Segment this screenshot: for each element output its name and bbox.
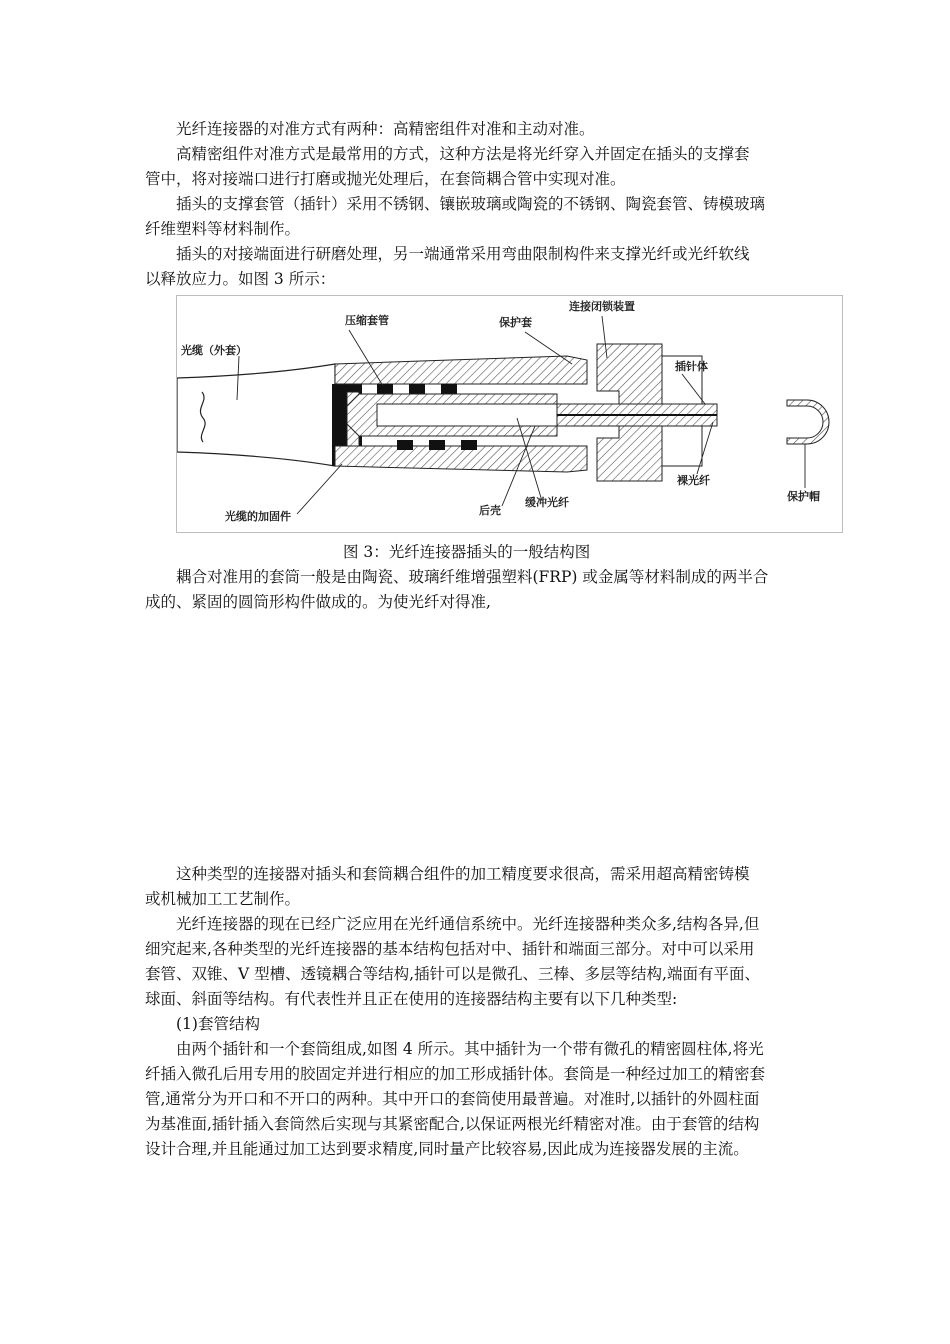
label-protective-sleeve: 保护套 xyxy=(499,316,532,329)
text-line: 套管、双锥、V 型槽、透镜耦合等结构,插针可以是微孔、三棒、多层等结构,端面有平面、 xyxy=(145,965,760,983)
text-line: 以释放应力。如图 3 所示： xyxy=(145,270,336,288)
text-line: 为基准面,插针插入套筒然后实现与其紧密配合,以保证两根光纤精密对准。由于套管的结构 xyxy=(145,1115,760,1133)
text-line: 插头的对接端面进行研磨处理，另一端通常采用弯曲限制构件来支撑光纤或光纤软线 xyxy=(176,245,750,263)
label-back-shell: 后壳 xyxy=(479,504,501,517)
text-line: 光纤连接器的对准方式有两种：高精密组件对准和主动对准。 xyxy=(176,120,595,138)
connector-plug-diagram xyxy=(176,295,843,533)
figure-caption: 图 3：光纤连接器插头的一般结构图 xyxy=(343,543,591,561)
section-heading-sleeve-structure xyxy=(145,1012,810,1037)
text-line: 或机械加工工艺制作。 xyxy=(145,890,301,908)
label-protective-cap: 保护帽 xyxy=(787,490,820,503)
label-buffer-fiber: 缓冲光纤 xyxy=(525,496,569,509)
label-lock-device: 连接闭锁装置 xyxy=(569,300,635,313)
text-line: 高精密组件对准方式是最常用的方式，这种方法是将光纤穿入并固定在插头的支撑套 xyxy=(176,145,750,163)
text-line: 由两个插针和一个套筒组成,如图 4 所示。其中插针为一个带有微孔的精密圆柱体,将光 xyxy=(176,1040,764,1058)
paragraph-precision-alignment xyxy=(145,142,810,192)
text-line: 细究起来,各种类型的光纤连接器的基本结构包括对中、插针和端面三部分。对中可以采用 xyxy=(145,940,755,958)
label-crimp-sleeve: 压缩套管 xyxy=(345,314,389,327)
paragraph-ferrule-materials xyxy=(145,192,810,242)
paragraph-connector-types xyxy=(145,912,810,1012)
text-line: (1)套管结构 xyxy=(176,1015,260,1033)
text-line: 管,通常分为开口和不开口的两种。其中开口的套筒使用最普遍。对准时,以插针的外圆柱面 xyxy=(145,1090,760,1108)
paragraph-coupling-sleeve xyxy=(145,565,810,615)
label-cable-jacket: 光缆（外套） xyxy=(181,344,247,357)
text-line: 这种类型的连接器对插头和套筒耦合组件的加工精度要求很高，需采用超高精密铸模 xyxy=(176,865,750,883)
label-bare-fiber: 裸光纤 xyxy=(677,474,710,487)
text-line: 成的、紧固的圆筒形构件做成的。为使光纤对得准, xyxy=(145,593,491,611)
buffer-fiber-shape xyxy=(377,404,577,426)
paragraph-precision-requirement xyxy=(145,862,810,912)
paragraph-alignment-methods xyxy=(145,117,810,142)
paragraph-endface-polish xyxy=(145,242,810,292)
text-line: 纤插入微孔后用专用的胶固定并进行相应的加工形成插针体。套筒是一种经过加工的精密套 xyxy=(145,1065,766,1083)
text-line: 插头的支撑套管（插针）采用不锈钢、镶嵌玻璃或陶瓷的不锈钢、陶瓷套管、铸模玻璃 xyxy=(176,195,766,213)
text-line: 管中，将对接端口进行打磨或抛光处理后，在套筒耦合管中实现对准。 xyxy=(145,170,626,188)
text-line: 纤维塑料等材料制作。 xyxy=(145,220,301,238)
paragraph-sleeve-structure xyxy=(145,1037,810,1162)
text-line: 设计合理,并且能通过加工达到要求精度,同时量产比较容易,因此成为连接器发展的主流。 xyxy=(145,1140,749,1158)
text-line: 光纤连接器的现在已经广泛应用在光纤通信系统中。光纤连接器种类众多,结构各异,但 xyxy=(176,915,760,933)
protective-cap-shape xyxy=(787,400,829,444)
label-ferrule-body: 插针体 xyxy=(675,360,708,373)
text-line: 耦合对准用的套筒一般是由陶瓷、玻璃纤维增强塑料(FRP) 或金属等材料制成的两半合 xyxy=(176,568,769,586)
text-line: 球面、斜面等结构。有代表性并且正在使用的连接器结构主要有以下几种类型: xyxy=(145,990,678,1008)
label-strength-member: 光缆的加固件 xyxy=(225,510,291,523)
